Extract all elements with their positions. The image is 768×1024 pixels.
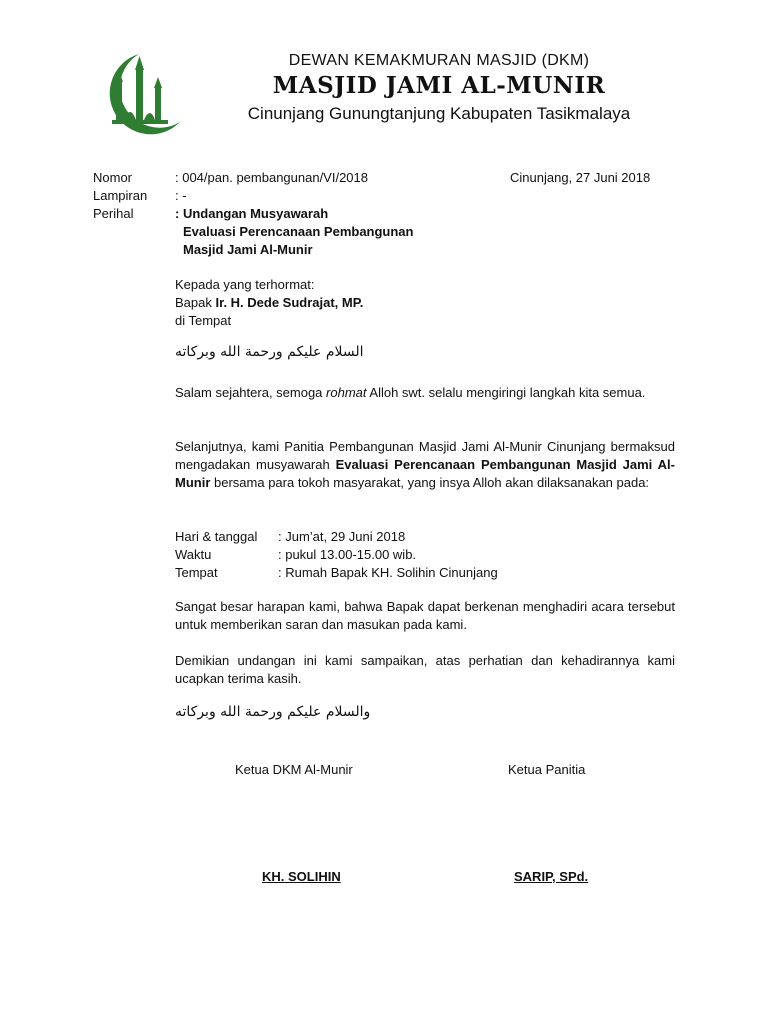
recipient-salutation: Kepada yang terhormat:: [175, 277, 315, 292]
signature-right-title: Ketua Panitia: [508, 762, 586, 777]
paragraph-1: Salam sejahtera, semoga rohmat Alloh swt. selalu mengiringi langkah kita semua.: [175, 385, 646, 400]
lampiran-value: : -: [175, 188, 187, 203]
address: Cinunjang Gunungtanjung Kabupaten Tasikmalaya: [247, 104, 631, 123]
recipient-place: di Tempat: [175, 313, 232, 328]
nomor-value: : 004/pan. pembangunan/VI/2018: [175, 170, 368, 185]
greeting-open: السلام عليكم ورحمة الله وبركاته: [175, 344, 364, 360]
lampiran-label: Lampiran: [93, 188, 148, 203]
mosque-logo-icon: [94, 50, 184, 140]
paragraph-4: Demikian undangan ini kami sampaikan, atas perhatian dan kehadirannya kami ucapkan terima kasih.: [175, 653, 675, 686]
greeting-close: والسلام عليكم ورحمة الله وبركاته: [175, 704, 371, 720]
schedule-place-value: : Rumah Bapak KH. Solihin Cinunjang: [278, 565, 498, 580]
perihal-line-2: Evaluasi Perencanaan Pembangunan: [183, 224, 414, 239]
schedule-time-label: Waktu: [175, 547, 212, 562]
perihal-line-1: : Undangan Musyawarah: [175, 206, 329, 221]
paragraph-2: Selanjutnya, kami Panitia Pembangunan Masjid Jami Al-Munir Cinunjang bermaksud mengadakan musyawarah Evaluasi Perencanaan Pembangunan Masjid Jami Al-Munir bersama para tokoh masyarakat, yang insya Alloh akan dilaksanakan pada:: [175, 439, 675, 490]
organization-name: DEWAN KEMAKMURAN MASJID (DKM): [288, 52, 590, 69]
mosque-name: MASJID JAMI AL-MUNIR: [272, 72, 606, 99]
schedule-time-value: : pukul 13.00-15.00 wib.: [278, 547, 417, 562]
place-date: Cinunjang, 27 Juni 2018: [510, 170, 651, 185]
schedule-day-label: Hari & tanggal: [175, 529, 258, 544]
recipient-name: Bapak Ir. H. Dede Sudrajat, MP.: [175, 295, 364, 310]
perihal-line-3: Masjid Jami Al-Munir: [183, 242, 313, 257]
signature-left-name: KH. SOLIHIN: [262, 869, 341, 884]
signature-right-name: SARIP, SPd.: [514, 869, 589, 884]
paragraph-3: Sangat besar harapan kami, bahwa Bapak dapat berkenan menghadiri acara tersebut untuk memberikan saran dan masukan pada kami.: [175, 599, 675, 632]
schedule-day-value: : Jum’at, 29 Juni 2018: [278, 529, 406, 544]
perihal-label: Perihal: [93, 206, 134, 221]
signature-left-title: Ketua DKM Al-Munir: [235, 762, 353, 777]
nomor-label: Nomor: [93, 170, 133, 185]
schedule-place-label: Tempat: [175, 565, 218, 580]
